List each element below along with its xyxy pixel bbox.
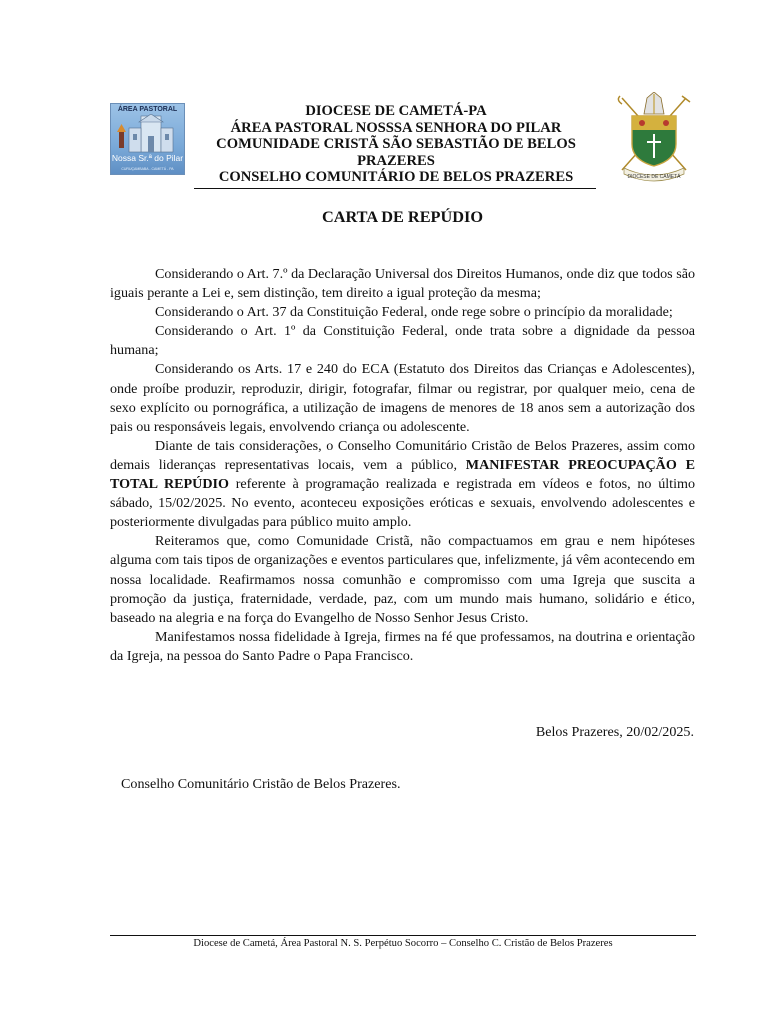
diocese-coat-of-arms: [614, 92, 694, 184]
paragraph-7: Manifestamos nossa fidelidade à Igreja, firmes na fé que professamos, na doutrina e orientação da Igreja, na pessoa do Santo Padre o Papa Francisco.: [110, 628, 695, 664]
header-line-community: COMUNIDADE CRISTÃ SÃO SEBASTIÃO DE BELOS PRAZERES: [216, 136, 576, 169]
footer-divider: [110, 935, 696, 936]
coat-of-arms-ribbon-text: DIOCESE DE CAMETÁ: [627, 174, 681, 180]
paragraph-1: Considerando o Art. 7.º da Declaração Universal dos Direitos Humanos, onde diz que todos são iguais perante a Lei e, sem distinção, tem direito a igual proteção da mesma;: [110, 266, 695, 302]
header-line-area: ÁREA PASTORAL NOSSSA SENHORA DO PILAR: [230, 119, 562, 136]
paragraph-5-rest: referente à programação realizada e registrada em vídeos e fotos, no último sábado, 15/02/2025. No evento, aconteceu exposições eróticas e sexuais, envolvendo adolescentes e posteriormente divulgadas para público muito amplo.: [110, 476, 695, 531]
paragraph-5-emphasis: MANIFESTAR PREOCUPAÇÃO E TOTAL REPÚDIO: [110, 456, 695, 493]
header-line-diocese: DIOCESE DE CAMETÁ-PA: [305, 103, 487, 119]
header-block: [196, 103, 596, 186]
header-line-council: CONSELHO COMUNITÁRIO DE BELOS PRAZERES: [218, 169, 574, 185]
coat-of-arms-icon: [614, 92, 694, 184]
paragraph-4: Considerando os Arts. 17 e 240 do ECA (Estatuto dos Direitos das Crianças e Adolescentes), onde proíbe produzir, reproduzir, dirigir, fotografar, filmar ou registrar, por qualquer meio, cena de sexo explícito ou pornográfica, a utilização de imagens de menores de 18 anos sem a autorização dos pais ou responsáveis legais, envolvendo criança ou adolescente.: [110, 361, 695, 435]
date-line: Belos Prazeres, 20/02/2025.: [535, 724, 694, 740]
paragraph-2: Considerando o Art. 37 da Constituição Federal, onde rege sobre o princípio da moralidade;: [155, 304, 673, 321]
document-title: CARTA DE REPÚDIO: [321, 207, 484, 226]
letter-body: [110, 265, 695, 666]
logo-label-bottom: CURUÇAMBABA - CAMETÁ - PA: [121, 167, 174, 171]
paragraph-5: [110, 437, 695, 532]
paragraph-5-intro: Diante de tais considerações, o Conselho Comunitário Cristão de Belos Prazeres, assim como demais lideranças representativas locais, vem a público,: [110, 437, 695, 473]
logo-label-top: ÁREA PASTORAL: [117, 106, 178, 113]
signature-line: Conselho Comunitário Cristão de Belos Prazeres.: [121, 776, 401, 792]
church-illustration-icon: [111, 114, 185, 154]
header-divider: [194, 188, 596, 189]
paragraph-6: Reiteramos que, como Comunidade Cristã, não compactuamos em grau e nem hipóteses alguma com tais tipos de organizações e eventos particulares que, infelizmente, já vêm acontecendo em nossa localidade. Reafirmamos nossa comunhão e compromisso com uma Igreja que suscita a promoção da justiça, fraternidade, verdade, paz, com um mundo mais humano, solidário e ético, baseado na alegria e na força do Evangelho de Nosso Senhor Jesus Cristo.: [110, 533, 695, 626]
area-pastoral-logo: [110, 103, 185, 175]
paragraph-3: Considerando o Art. 1º da Constituição Federal, onde trata sobre a dignidade da pessoa humana;: [110, 323, 695, 359]
logo-label-main: Nossa Sr.ª do Pilar: [111, 153, 184, 163]
footer-text: Diocese de Cametá, Área Pastoral N. S. Perpétuo Socorro – Conselho C. Cristão de Belos Prazeres: [193, 938, 613, 949]
